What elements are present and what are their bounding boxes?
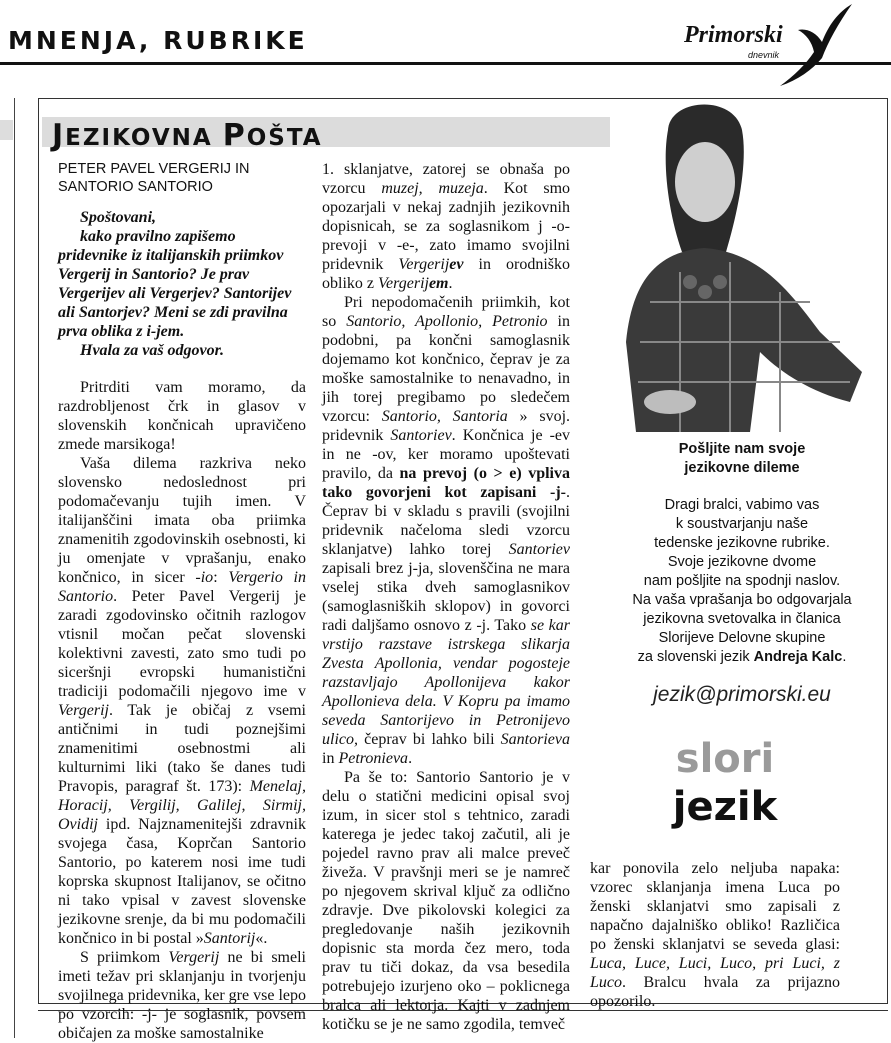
promo-line: nam pošljite na spodnji naslov. [643, 573, 841, 589]
paragraph: S priimkom Vergerij ne bi smeli imeti težav pri sklanjanju in tvorjenju svojilnega pridevnika, ker gre vse lepo po vzorcih: -j- je soglasnik, povsem običajen za moške samostalnike [58, 949, 306, 1042]
text-column-2 [322, 160, 570, 1034]
svg-text:slori: slori [675, 736, 775, 782]
promo-line: Slorijeve Delovne skupine [658, 630, 826, 646]
slori-jezik-logo [655, 730, 795, 830]
section-title: MNENJA, RUBRIKE [8, 26, 308, 55]
promo-line: Svoje jezikovne dvome [667, 554, 817, 570]
promo-line: k soustvarjanju naše [675, 516, 809, 532]
svg-text:jezik: jezik [672, 784, 778, 830]
article-title: JEZIKOVNA POŠTA [52, 118, 323, 153]
paragraph: kar ponovila zelo neljuba napaka: vzorec sklanjanja imena Luca po ženski sklanjatvi smo zapisali z napačno dajalniško obliko! Različica po ženski sklanjatvi se seveda glasi: Luca, Luce, Luci, Luco, pri Luci, z Luco. Bralcu hvala za prijazno opozorilo. [590, 860, 840, 1010]
author-photo [610, 102, 882, 432]
seagull-icon [776, 2, 856, 90]
contact-email[interactable]: jezik@primorski.eu [653, 683, 831, 706]
paragraph: Pritrditi vam moramo, da razdrobljenost črk in glasov v slovenskih končnicah upravičeno zmede marsikoga! [58, 379, 306, 453]
reader-letter: Spoštovani, kako pravilno zapišemo pridevnike iz italijanskih priimkov Vergerij in Santorio? Je prav Vergerijev ali Vergerjev? Santorijev ali Santorjev? Meni se zdi pravilna prva oblika z i-jem. Hvala za vaš odgovor. [58, 209, 292, 359]
paragraph: 1. sklanjatve, zatorej se obnaša po vzorcu muzej, muzeja. Kot smo opozarjali v nekaj zadnjih jezikovnih dopisnicah, se za soglasnikom j -o- prevoji v -e-, zato imamo svojilni pridevnik Vergerijev in orodniško obliko z Vergerijem. [322, 161, 571, 292]
text-column-1 [58, 160, 306, 1043]
adjacent-column-border [0, 98, 15, 1038]
promo-line: za slovenski jezik Andreja Kalc. [637, 649, 847, 665]
header-rule [0, 62, 891, 65]
page-header [0, 0, 891, 70]
promo-line: tedenske jezikovne rubrike. [654, 535, 830, 551]
promo-box [598, 440, 886, 704]
adjacent-column-edge [0, 98, 14, 1024]
paragraph: Pri nepodomačenih priimkih, kot so Santorio, Apollonio, Petronio in podobni, pa končni samoglasnik dojemamo kot končnico, čeprav je za moške samostalnike to nenavadno, in jih torej pregibamo po sledečem vzorcu: Santorio, Santoria » svoj. pridevnik Santoriev. Končnica je -ev in ne -ov, ker moramo upoštevati pravilo, da na prevoj (o > e) vpliva tako govorjeni kot zapisani -j-. Čeprav bi v skladu s pravili (svojilni pridevnik načeloma sledi vzorcu sklanjatve) lahko torej Santoriev zapisali brez j-ja, slovenščina ne mara vselej stika dveh samoglasnikov (samoglasniških sklopov) in govorci radi daljšamo osnovo z -j. Tako se kar vrstijo razstave istrskega slikarja Zvesta Apollonia, vendar pogosteje razstavljajo Apollonijeva kakor Apollonieva dela. V Kopru pa imamo seveda Santorijevo in Petronijevo ulico, čeprav bi lahko bili Santorieva in Petronieva. [322, 294, 571, 767]
newspaper-logo: Primorski [684, 22, 783, 48]
newspaper-logo-sub: dnevnik [748, 50, 780, 60]
adjacent-title-band [0, 120, 13, 140]
promo-line: Dragi bralci, vabimo vas [664, 497, 820, 513]
paragraph: Pa še to: Santorio Santorio je v delu o statični medicini opisal svoj izum, in sicer stol s tehtnico, zaradi katerega je jedec takoj začutil, ali je pojedel ravno prav ali malce preveč živeža. V pravšnji meri se je namreč po njegovem skrival ključ za odlično zdravje. Dve pikolovski kolegici za pregledovanje naših jezikovnih dopisnic sta morda čez mero, toda prav tu tiči dokaz, da vsa besedila potrebujejo izurjeno oko – poklicnega bralca ali lektorja. Kajti v zadnjem kotičku se je ne samo zgodila, temveč [322, 769, 570, 1033]
promo-line: Na vaša vprašanja bo odgovarjala [632, 592, 852, 608]
promo-heading: Pošljite nam svoje jezikovne dileme [678, 441, 806, 476]
text-column-3 [590, 859, 840, 1011]
promo-line: jezikovna svetovalka in članica [643, 611, 841, 627]
article-headline: PETER PAVEL VERGERIJ IN SANTORIO SANTORIO [58, 161, 250, 195]
paragraph: Vaša dilema razkriva neko slovensko nedoslednost pri podomačevanju tujih imen. V italijanščini imata oba priimka znamenitih zgodovinskih osebnosti, ki ju omenjate v vprašanju, enako končnico, in sicer -io: Vergerio in Santorio. Peter Pavel Vergerij je zaradi zgodovinsko očitnih razlogov vtisnil močan pečat slovenski kolektivni zavesti, zato smo tudi po siceršnji evropski humanistični tradiciji podomačili njegovo ime v Vergerij. Tak je običaj z vsemi antičnimi in tudi poznejšimi znamenitimi osebnostmi ali kulturnimi liki (tako še danes tudi Pravopis, paragraf št. 173): Menelaj, Horacij, Vergilij, Galilej, Sirmij, Ovidij ipd. Najznamenitejši zdravnik svojega časa, Koprčan Santorio Santorio, po katerem nosi ime tudi koprska skupnost Italijanov, se očitno ni tako vpisal v zavest slovenske jezikovne srenje, da bi mu podomačili končnico in bi postal »Santorij«. [58, 455, 306, 947]
